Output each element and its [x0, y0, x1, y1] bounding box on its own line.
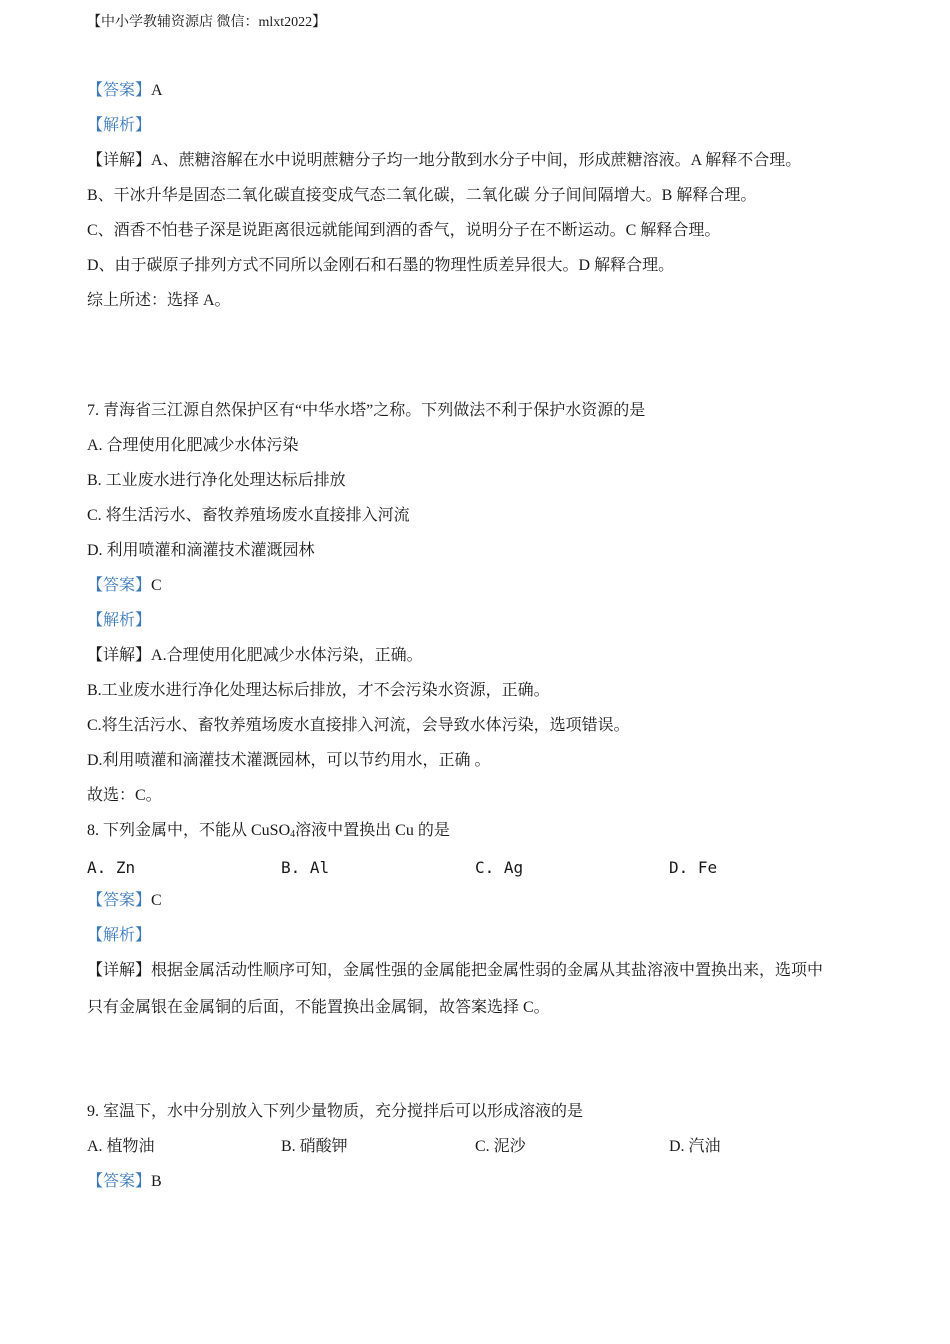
q7-option-d: D. 利用喷灌和滴灌技术灌溉园林 [87, 542, 315, 559]
q8-option-c: C. Ag [475, 858, 524, 877]
q7-option-b: B. 工业废水进行净化处理达标后排放 [87, 472, 346, 489]
answer-value: C [151, 577, 162, 594]
answer-tag: 【答案】 [87, 892, 152, 909]
q7-detail-line: C.将生活污水、畜牧养殖场废水直接排入河流，会导致水体污染，选项错误。 [87, 717, 630, 734]
q9-option-c: C. 泥沙 [475, 1138, 526, 1155]
detail-tag: 【详解】 [87, 647, 152, 664]
q9-option-b: B. 硝酸钾 [281, 1138, 348, 1155]
answer-value: C [151, 892, 162, 909]
q7-analysis-tag: 【解析】 [87, 612, 152, 629]
detail-tag: 【详解】 [87, 962, 152, 979]
answer-tag: 【答案】 [87, 1173, 152, 1190]
q8-answer [87, 891, 162, 911]
q6-answer [87, 81, 163, 101]
q6-conclusion: 综上所述：选择 A。 [87, 292, 231, 309]
subscript: 4 [290, 829, 296, 840]
q6-detail-line: B、干冰升华是固态二氧化碳直接变成气态二氧化碳，二氧化碳 分子间间隔增大。B 解释合理。 [87, 187, 757, 204]
answer-value: A [151, 82, 163, 99]
q8-stem [87, 821, 450, 841]
q7-option-a: A. 合理使用化肥减少水体污染 [87, 437, 299, 454]
q6-detail-line: D、由于碳原子排列方式不同所以金刚石和石墨的物理性质差异很大。D 解释合理。 [87, 257, 675, 274]
q7-detail-line [87, 646, 423, 666]
answer-tag: 【答案】 [87, 577, 152, 594]
q7-option-c: C. 将生活污水、畜牧养殖场废水直接排入河流 [87, 507, 410, 524]
page-header: 【中小学教辅资源店 微信：mlxt2022】 [87, 15, 327, 30]
stem-text: 8. 下列金属中，不能从 CuSO [87, 822, 291, 839]
q8-option-a: A. Zn [87, 858, 136, 877]
q8-detail-line: 只有金属银在金属铜的后面，不能置换出金属铜，故答案选择 C。 [87, 999, 550, 1016]
q6-detail-line: C、酒香不怕巷子深是说距离很远就能闻到酒的香气，说明分子在不断运动。C 解释合理。 [87, 222, 721, 239]
answer-tag: 【答案】 [87, 82, 152, 99]
q8-option-d: D. Fe [669, 858, 718, 877]
q9-option-d: D. 汽油 [669, 1138, 721, 1155]
q7-stem: 7. 青海省三江源自然保护区有“中华水塔”之称。下列做法不利于保护水资源的是 [87, 402, 646, 419]
stem-text: 溶液中置换出 Cu 的是 [295, 822, 450, 839]
q9-stem: 9. 室温下，水中分别放入下列少量物质，充分搅拌后可以形成溶液的是 [87, 1103, 584, 1120]
q9-answer [87, 1172, 162, 1192]
detail-tag: 【详解】 [87, 152, 152, 169]
q7-detail-line: B.工业废水进行净化处理达标后排放，才不会污染水资源，正确。 [87, 682, 550, 699]
detail-text: A.合理使用化肥减少水体污染，正确。 [151, 647, 423, 664]
q6-analysis-tag: 【解析】 [87, 117, 152, 134]
q8-detail-line [87, 961, 823, 981]
answer-value: B [151, 1173, 162, 1190]
q7-answer [87, 576, 162, 596]
q7-detail-line: D.利用喷灌和滴灌技术灌溉园林，可以节约用水，正确 。 [87, 752, 491, 769]
detail-text: 根据金属活动性顺序可知，金属性强的金属能把金属性弱的金属从其盐溶液中置换出来，选项中 [151, 962, 824, 979]
detail-text: A、蔗糖溶解在水中说明蔗糖分子均一地分散到水分子中间，形成蔗糖溶液。A 解释不合理。 [151, 152, 802, 169]
q8-option-b: B. Al [281, 858, 330, 877]
q6-detail-line [87, 151, 801, 171]
q9-option-a: A. 植物油 [87, 1138, 155, 1155]
q7-conclusion: 故选：C。 [87, 787, 162, 804]
q8-analysis-tag: 【解析】 [87, 927, 152, 944]
